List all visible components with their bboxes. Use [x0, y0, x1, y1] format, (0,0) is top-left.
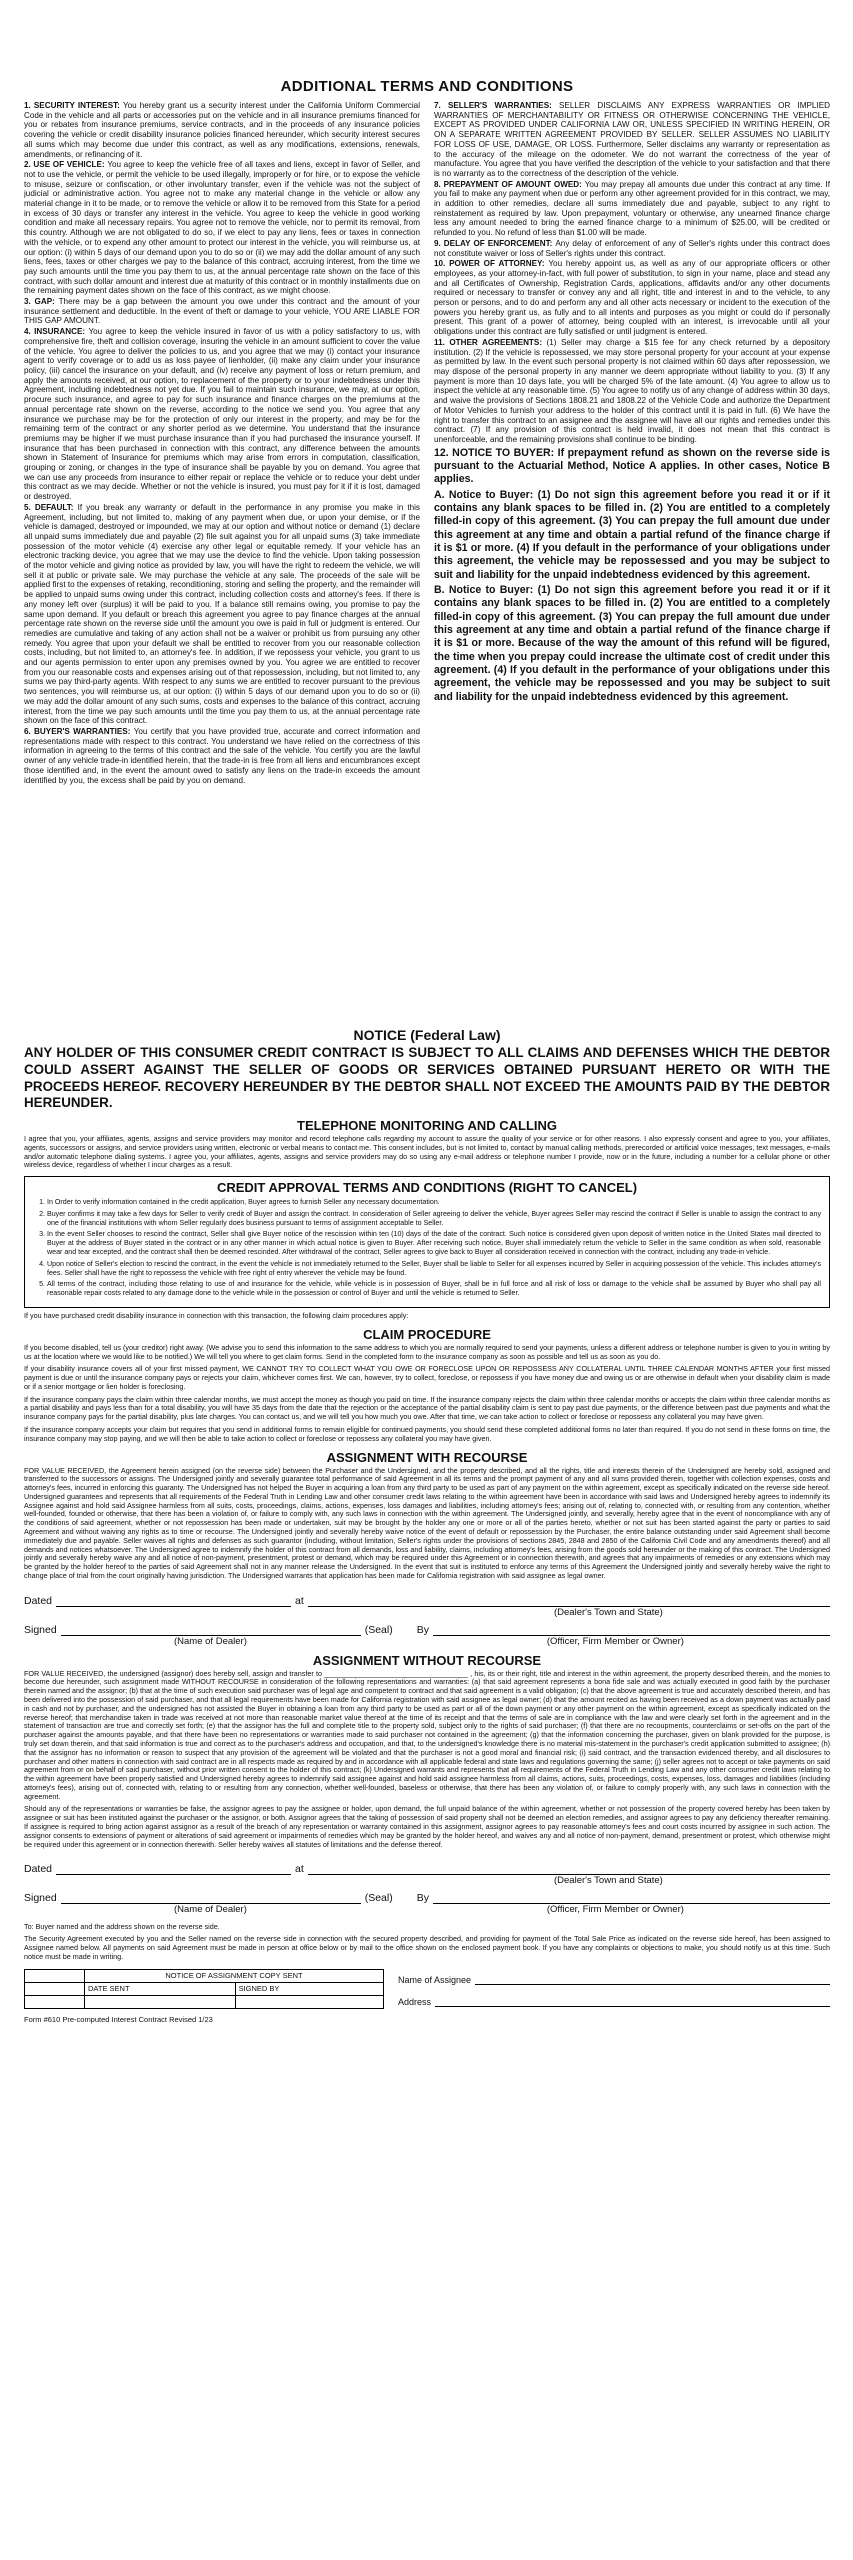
term-text: You agree to keep the vehicle free of all taxes and liens, except in favor of Seller, and not to use the vehicle, or permit the vehicle to be used illegally, improperly or for hire, or to expose the vehicle to misuse, seizure or confiscation, or other involuntary transfer, even if the vehicle was not the subject of judicial or administrative action. You agree not to make any material change in the vehicle or allow any material change in it to be made, or to remove the vehicle or allow it to be removed from this State for a period in excess of 30 days or transfer any interest in the vehicle. You agree to keep the vehicle in good working condition and make all necessary repairs. You agree not to remove the vehicle, nor to permit its removal, from this country. Although we are not obligated to do so, if we elect to pay any liens, fees or taxes in connection with the vehicle, or to expend any other amount to protect our interest in the vehicle, you will reimburse us, at our option: (i) within 5 days of our demand upon you to do so or (ii) we may add the dollar amount of any such liens, fees, taxes or other charges we pay to the balance of this contract, accruing interest, from the time we pay such amounts until the time you pay them to us, at the annual percentage rate shown on the face of this contract, with such dollar amount and interest due at maturity of this contract or in monthly installments due on the remaining payment dates shown on the face of this contract, as we might choose. — [24, 160, 420, 296]
claim-para: If you become disabled, tell us (your creditor) right away. (We advise you to send this information to the same address to which you are normally required to send your payments, unless a different address or telephone number is given to you in writing by us at the location where we would like to be notified.) We will tell you where to get claim forms. Send in the completed form to the insurance company as soon as possible and tell us as soon as you do. — [24, 1342, 830, 1361]
term-text: (1) Do not sign this agreement before you read it or if it contains any blank spaces to be filled in. (2) You are entitled to a completely filled-in copy of this agreement. (3) You can prepay the full amount due under this agreement at any time and obtain a partial refund of the finance charge if it is $1 or more. Because of the way the amount of this refund will be figured, the time when you prepay could increase the ultimate cost of credit under this agreement. (4) If you default in the performance of your obligations under this agreement, the vehicle may be repossessed and you may be subject to suit and liability for the unpaid indebtedness evidenced by this agreement. — [434, 584, 830, 703]
term-heading: 7. SELLER'S WARRANTIES: — [434, 101, 559, 110]
seal-label: (Seal) — [364, 1892, 393, 1905]
credit-approval-title: CREDIT APPROVAL TERMS AND CONDITIONS (RIGHT TO CANCEL) — [216, 1180, 638, 1196]
assignment-copy-area — [24, 1969, 830, 2009]
dealer-town-caption: (Dealer's Town and State) — [554, 1875, 663, 1887]
term-heading: 6. BUYER'S WARRANTIES: — [24, 727, 134, 736]
dealer-town-caption: (Dealer's Town and State) — [554, 1606, 663, 1618]
term-section — [24, 503, 420, 726]
term-text: You may prepay all amounts due under this contract at any time. If you fail to make any payment when due or perform any other agreement provided for in this contract, we may, in addition to other remedies, declare all sums immediately due and payable, subject to any right to reinstatement as required by law. Upon prepayment, voluntary or otherwise, any unearned finance charge less any amount needed to bring the earned finance charge to a minimum of $25.00, will be credited or refunded to you. No refund of less than $1.00 will be made. — [434, 179, 830, 238]
term-heading: 4. INSURANCE: — [24, 327, 89, 337]
term-section — [434, 259, 830, 337]
credit-approval-item: 2. Buyer confirms it may take a few days for Seller to verify credit of Buyer and assign the contract. In consideration of Seller agreeing to deliver the vehicle, Buyer agrees Seller may rescind the contract if Seller is unable to assign the contract to any one of the financial institutions with whom Seller regularly does business pursuant to terms of assignment acceptable to Seller. — [47, 1210, 821, 1228]
credit-approval-item: 4. Upon notice of Seller's election to rescind the contract, in the event the vehicle is not immediately returned to the Seller, Buyer shall be liable to Seller for all expenses incurred by Seller in acquiring possession of the vehicle. This includes attorney's fees. Seller shall have the right to repossess the vehicle with free right of entry wherever the vehicle may be found. — [47, 1260, 821, 1278]
claim-title: CLAIM PROCEDURE — [363, 1326, 491, 1342]
without-recourse-title: ASSIGNMENT WITHOUT RECOURSE — [312, 1652, 542, 1668]
credit-approval-list — [33, 1198, 821, 1298]
term-section — [434, 489, 830, 582]
claim-intro: If you have purchased credit disability insurance in connection with this transaction, the following claim procedures apply: — [24, 1310, 409, 1320]
dated-label: Dated — [24, 1594, 53, 1607]
term-heading: 9. DELAY OF ENFORCEMENT: — [434, 238, 556, 248]
name-dealer-caption: (Name of Dealer) — [174, 1904, 247, 1916]
signed-field[interactable] — [61, 1624, 361, 1636]
term-section — [24, 101, 420, 159]
terms-left-column — [24, 101, 420, 1021]
signed-field[interactable] — [61, 1892, 361, 1904]
page-title: ADDITIONAL TERMS AND CONDITIONS — [280, 78, 574, 95]
officer-caption: (Officer, Firm Member or Owner) — [546, 1904, 684, 1916]
term-section — [24, 297, 420, 326]
term-section — [24, 160, 420, 296]
to-buyer-line: To: Buyer named and the address shown on the reverse side. — [24, 1922, 220, 1932]
term-heading: A. Notice to Buyer: — [434, 488, 538, 501]
federal-notice-title: NOTICE (Federal Law) — [353, 1027, 501, 1043]
date-sent-header: DATE SENT — [85, 1983, 236, 1996]
telephone-title: TELEPHONE MONITORING AND CALLING — [297, 1118, 557, 1133]
signed-label: Signed — [24, 1892, 57, 1905]
claim-para: If the insurance company accepts your claim but requires that you send in additional forms to remain eligible for continued payments, you should send these completed additional forms no later than required. If you do not send in these forms on time, the insurance company may stop paying, and we will then be able to take action to collect or foreclose or repossess any collateral you may have given. — [24, 1424, 830, 1443]
terms-right-column — [434, 101, 830, 1021]
term-heading: 3. GAP: — [24, 297, 59, 307]
term-section — [434, 584, 830, 704]
telephone-text: I agree that you, your affiliates, agents, assigns and service providers may monitor and record telephone calls regarding my account to assure the quality of your service or for other reasons. I also expressly consent and agree to you, your affiliates, agents, successors or assigns, and service providers using written, electronic or verbal means to contact me. This consent includes, but is not limited to, contact by manual calling methods, prerecorded or artificial voice messages, text messages, e-mails and/or automatic telephone dialing systems. I agree you, your affiliates, agents, assigns and service providers may do so using any e-mail address or telephone number I provide, now or in the future, including a number for a cellular phone or other wireless device, regardless of whether I incur charges as a result. — [24, 1134, 830, 1170]
seal-label: (Seal) — [364, 1623, 393, 1636]
signed-by-cell[interactable] — [235, 1996, 383, 2009]
dated-field[interactable] — [56, 1863, 291, 1875]
term-section — [24, 727, 420, 785]
term-text: Any delay of enforcement of any of Seller's rights under this contract does not constitute waiver or loss of Seller's rights under this contract. — [434, 238, 830, 258]
name-dealer-caption: (Name of Dealer) — [174, 1635, 247, 1647]
assignee-address-label: Address — [398, 1997, 432, 2008]
by-field[interactable] — [433, 1892, 830, 1904]
credit-approval-item: 5. All terms of the contract, including those relating to use of and insurance for the vehicle, while vehicle is in possession of Buyer, shall be in full force and all risk of loss or damage to the vehicle shall be assumed by Buyer who shall pay all reasonable repair costs related to any damage done to the vehicle while in the possession or control of Buyer and until the vehicle is returned to Seller. — [47, 1280, 821, 1298]
town-field[interactable] — [308, 1595, 830, 1607]
without-recourse-text-2: Should any of the representations or warranties be false, the assignor agrees to pay the assignee or holder, upon demand, the full unpaid balance of the within agreement, whether or not possession of the property covered hereby has been taken by assignee or suit has been instituted against the purchaser or the assignor, or both. Assignor agrees that the taking of possession of said property shall not be deemed an election remedies, and assignor agrees to pay any deficiency thereafter remaining. If assignee is required to bring action against assignor as a result of the breach of any representation or warranty contained in this assignment, assignor agrees to pay reasonable attorney's fees and court costs incurred by assignee in such action. The assignor consents to extensions of payment or alterations of said agreement or impairments of remedies which may be granted by the holder hereof, and waives any and all notice of non-payment, demand, presentment or protest, which otherwise might be required under this agreement or in connection therewith. Seller hereby waives all statutes of limitations and the defense thereof. — [24, 1804, 830, 1849]
with-recourse-text: FOR VALUE RECEIVED, the Agreement herein assigned (on the reverse side) between the Purchaser and the Undersigned, and the property described, and all the rights, title and interests therein of the Undersigned are hereby sold, assigned and transferred to the successors or assigns. The Undersigned jointly and severally guarantee total performance of said Agreement in all its terms and the prompt payment of any and all sums provided therein, together with collection expenses, costs and attorney's fees, incurred in enforcing this guaranty. The Undersigned has not helped the Buyer in acquiring a loan from any third party to be used as part of any payment on the within agreement, except as specifically indicated on the reverse side hereof. Undersigned guarantees and represents that all requirements of the Federal Truth in Lending Law and other consumer credit laws relating to the within agreement have been in accordance with said laws and Undersigned hereby agrees to indemnify its Assignee against and hold said Assignee harmless from all suits, costs, proceedings, claims, actions, expenses, loss damages and liabilities, including attorney's fees; arising out of, relating to, connected with, or resulting from any contention, whether well-founded, founded or otherwise, that there has been a violation of, or failure to comply with, any such laws in connection with the within agreement. The Undersigned jointly, and severally, hereby agree that in the event of noncompliance with any of the conditions of said agreement, whether or not repossession has been made or undertaken, suit may be brought by the holder any one or more or all of the parties hereto, whether or not suit has been started against the party or parties to said Agreement and without waiving any rights as to time or recourse. The Undersigned jointly and severally hereby waive notice of the event of default or repossession by the Purchaser, the entire balance outstanding under said Agreement shall become immediately due and payable. Seller waives all rights and defenses as such guarantor (including, without limitation, Seller's rights under the provisions of sections 2845, 2848 and 2850 of the California Civil Code and any amendments thereof) and all demands and notices whatsoever. The Undersigned agree to indemnify the holder of this contract from all demands, loss and liability, claims, including attorney's fees, arising from the goods sold hereunder or the making of this contract. The Undersigned jointly and severally hereby waive any and all notice of non-payment, presentment, protest or demand, which may be required under this Agreement or in connection therewith, and agrees that any impairments of remedies or any extensions which may be granted by the holder hereof to the parties of said Agreement shall not in any manner release the Undersigned. In the event that suit is instituted to enforce any terms of this Agreement the Undersigned jointly and severally hereby waive the right to change place of trial from the court originally having jurisdiction. The Undersigned warrants that application has been made for California registration with said assignee as legal owner. — [24, 1465, 830, 1580]
term-heading: 8. PREPAYMENT OF AMOUNT OWED: — [434, 179, 585, 189]
date-sent-cell[interactable] — [85, 1996, 236, 2009]
term-heading: 12. NOTICE TO BUYER: — [434, 446, 558, 459]
term-section — [434, 239, 830, 258]
by-label: By — [416, 1623, 429, 1636]
federal-notice-text: ANY HOLDER OF THIS CONSUMER CREDIT CONTRACT IS SUBJECT TO ALL CLAIMS AND DEFENSES WHICH THE DEBTOR COULD ASSERT AGAINST THE SELLER OF GOODS OR SERVICES OBTAINED PURSUANT HERETO OR WITH THE PROCEEDS HEREOF. RECOVERY HEREUNDER BY THE DEBTOR SHALL NOT EXCEED THE AMOUNTS PAID BY THE DEBTOR HEREUNDER. — [24, 1045, 830, 1111]
term-section — [434, 338, 830, 445]
form-id: Form #610 Pre-computed Interest Contract Revised 1/23 — [24, 2015, 213, 2025]
term-heading: 5. DEFAULT: — [24, 502, 78, 512]
term-section — [24, 327, 420, 502]
by-label: By — [416, 1892, 429, 1905]
at-label: at — [295, 1863, 304, 1876]
term-text: If you break any warranty or default in the performance in any promise you make in this Agreement, including, but not limited to, making of any payment when due, or upon your demise, or if the vehicle is damaged, destroyed or impounded, we may at our option and without notice or demand (1) declare all unpaid sums immediately due and payable (2) file suit against you for all unpaid sums (3) take immediate possession of the motor vehicle (4) exercise any other legal or equitable remedy. If your vehicle has an electronic tracking device, you agree that we may use the device to find the vehicle. Upon taking possession of the motor vehicle and giving notice as provided by law, you will have the right to redeem the vehicle, we will sell it at public or private sale. We may purchase the vehicle at any sale. The proceeds of the sale will be applied first to the expenses of retaking, reconditioning, storing and selling the property, and the remainder will be applied to unpaid sums owing under this contract, including collection costs and attorney's fees. If there is any money left over (surplus) it will be paid to you. If a balance still remains owing, you promise to pay the same upon demand. If you default or breach this agreement you agree to pay finance charges at the annual percentage rate shown on the reverse side until the amount you owe is paid in full or judgment is entered. Our remedies are cumulative and taking of any action shall not be a waiver or prohibit us from pursuing any other remedy. You agree that upon your default we shall be entitled to recover from you our reasonable collection costs, including, but not limited to, an attorney's fee. In addition, if we repossess your vehicle, you grant to us and our agents permission to enter upon any premises owned by you. You agree we are entitled to recover from you our reasonable costs and expenses arising out of that repossession, including, but not limited to, any sums we pay third-party agents. With respect to any sums we are entitled to recover pursuant to the previous two sentences, you will reimburse us, at our option: (i) within 5 days of our demand upon you to do so or (ii) we may add the dollar amount of any such sums, costs and expenses to the balance of this contract, accruing interest, from the time we pay such amounts until the time you pay them to us, at the annual percentage rate shown on the face of this contract. — [24, 502, 420, 726]
signature-block-without-recourse — [24, 1863, 830, 1915]
term-heading: 2. USE OF VEHICLE: — [24, 160, 108, 170]
signed-label: Signed — [24, 1623, 57, 1636]
security-agreement-notice: The Security Agreement executed by you and the Seller named on the reverse side in connection with the secured property described, and providing for payment of the Total Sale Price as indicated on the reverse side hereof, has been assigned to Assignee named below. All payments on said Agreement must be made in person at office below or by mail to the office shown on the enclosed payment book. If you have any complaints or objections to make, you should notify us at this time. Such notice must be made in writing. — [24, 1934, 830, 1961]
term-heading: 1. SECURITY INTEREST: — [24, 101, 123, 110]
dated-label: Dated — [24, 1863, 53, 1876]
without-recourse-text: FOR VALUE RECEIVED, the undersigned (assignor) does hereby sell, assign and transfer to ____________________________________ , his, its or their right, title and interest in the within agreement, the property described therein, and the monies to become due hereunder, such assignment made WITHOUT RECOURSE in consideration of the following representations and warranties: (a) that said agreement represents a bona fide sale and was actually executed in good faith by the purchaser therein named and the assignor; (b) that at the time of such execution said purchaser was of legal age and competent to contract and that said agreement is a valid obligation; (c) that the above agreement is true and accurately described therein, and has been delivered into the possession of said purchaser, and that all legal requirements have been made for California registration with said assignee as legal owner; (d) that the amount recited as having been received as a down payment was actually paid in cash and not by purchaser, and the undersigned has not assisted the Buyer in obtaining a loan from any third party to be used as part or all of the down payment or any other payment on the within agreement, except as specifically indicated on the reverse hereof; that merchandise taken in trade was received at not more than reasonable market value thereof at the time of its receipt and that the terms of sale are in compliance with the law and were clearly set forth in the agreement and in the statement of transaction are true and correctly set forth; (e) that the assignor has the full and complete title to the property sold, subject only to the rights of said purchaser; (f) that there are no recoupments, counterclaims or set-offs on the part of the purchaser against the amounts payable, and that there have been no representations or warranties made to said purchaser not contained in the agreement; (g) that the information concerning the purchaser, given on blank provided for the purpose, is truly set down therein, and that said information is true and correct as to the purchaser's address and occupation, and that, to the undersigned's knowledge there is no material mis-statement in the purchaser's credit application submitted to assignee; (h) that the assignor has no information or reason to suspect that any provision of the agreement will be violated and that the purchaser is not a good moral and financial risk; (i) said contract, and the transaction evidenced thereby, and all disclosures to purchaser and other matters in connection with said contract are in all respects made as required by and in accordance with all applicable federal and state laws and regulations governing the same; (j) seller agrees not to accept or take payments on said agreement from or on behalf of said purchaser, without prior written consent to the holder of this contract; (k) Undersigned warrants and represents that all requirements of the Federal Truth in Lending Law and any other consumer credit laws relating to the within agreement have been properly satisfied and Undersigned hereby agrees to indemnify said assignee against and hold said assignee harmless from all claims, actions, suits, proceedings, costs, expenses, loss, damages and liabilities (including attorney's fees), arising out of, connected with, relating to or resulting from any connection, whether well-founded, baseless or otherwise, that there has been any violation of, or failure to comply properly with, any such laws in connection with the agreement. — [24, 1668, 830, 1801]
assignee-address-field[interactable] — [435, 1995, 830, 2007]
term-text: (1) Do not sign this agreement before you read it or if it contains any blank spaces to be filled in. (2) You are entitled to a completely filled-in copy of this agreement. (3) You can prepay the full amount due under this agreement at any time and obtain a partial refund of the finance charge if it is $1 or more. (4) If you default in the performance of your obligations under this agreement, the vehicle may be repossessed and you may be subject to suit and liability for the unpaid indebtedness evidenced by this agreement. — [434, 488, 830, 581]
assignee-name-label: Name of Assignee — [398, 1975, 472, 1986]
notice-copy-table — [24, 1969, 384, 2009]
term-text: You certify that you have provided true, accurate and correct information and representations made with respect to this contract. You understand we have relied on the correctness of this information in agreeing to the terms of this contract and the sale of the vehicle. You certify you are the lawful owner of any vehicle trade-in identified herein, that the trade-in is free from all liens and encumbrances except those identified and, in the event the amount owed to satisfy any liens on the trade-in exceeds the amount identified by you, the excess shall be paid by you on demand. — [24, 727, 420, 785]
term-text: You agree to keep the vehicle insured in favor of us with a policy satisfactory to us, with comprehensive fire, theft and collision coverage, insuring the vehicle in an amount sufficient to cover the value of the vehicle. You agree to deliver the policies to us, and you agree that we may (i) contact your insurance agent to verify coverage or to add us as loss payee of lienholder, (ii) make any claim under your insurance policy, (iii) cancel the insurance on your default, and (iv) receive any payment of loss or return premium, and apply the amounts received, at our option, to replacement of the property or to your indebtedness under this Agreement, including indebtedness not yet due. If you fail to maintain such insurance, we may, at our option, procure such insurance, and agree to pay for such insurance and finance charges on the premiums at the annual percentage rate shown on the reverse, according to the notice we send you. You agree that any insurance we purchase may be for the protection of only our interest in the property, and may be for the remaining term of the contract or any shorter period as we determine. You understand that the insurance premiums may be higher if we must purchase insurance than if you had purchased the insurance yourself. If insurance that has been purchased in connection with this contract, any difference between the amounts shown in Statement of Insurance for premiums which may arise from errors in computation, classification, grouping or zoning, or changes in the type of insurance shall be payable by you on demand. You agree that we can use any proceeds from insurance to either repair or replace the vehicle or to reduce your debt under this contract as we may decide. Whether or not the vehicle is insured, you must pay for it if it is lost, damaged or destroyed. — [24, 327, 420, 502]
town-field[interactable] — [308, 1863, 830, 1875]
term-heading: 10. POWER OF ATTORNEY: — [434, 259, 549, 269]
assignee-block — [398, 1969, 830, 2007]
credit-approval-item: 1. In Order to verify information contained in the credit application, Buyer agrees to furnish Seller any necessary documentation. — [47, 1198, 821, 1207]
dated-field[interactable] — [56, 1595, 291, 1607]
with-recourse-title: ASSIGNMENT WITH RECOURSE — [326, 1449, 528, 1465]
term-text: You hereby appoint us, as well as any of our appropriate officers or other employees, as your attorney-in-fact, with full power of substitution, to sign in your name, place and stead any and all Certificates of Ownership, Registration Cards, applications, affidavits and/or any other documents required or necessary to transfer or convey any and all right, title and interest in and to the vehicle, to any person or persons, and to do and perform any and all other acts necessary or incident to the execution of the powers you hereby grant us, as fully and to all intents and purposes as you might or could do if personally present. This grant of a power of attorney, being coupled with an interest, is irrevocable until all your obligations under this contract are fully satisfied or until judgment is entered. — [434, 259, 830, 337]
by-field[interactable] — [433, 1624, 830, 1636]
copy-table-title: NOTICE OF ASSIGNMENT COPY SENT — [85, 1970, 384, 1983]
at-label: at — [295, 1594, 304, 1607]
credit-approval-box — [24, 1176, 830, 1308]
assignee-name-field[interactable] — [475, 1973, 830, 1985]
term-text: If prepayment refund as shown on the reverse side is pursuant to the Actuarial Method, Notice A applies. In other cases, Notice B applies. — [434, 446, 830, 486]
term-section — [434, 180, 830, 238]
term-heading: B. Notice to Buyer: — [434, 584, 538, 597]
term-text: There may be a gap between the amount you owe under this contract and the amount of your insurance settlement and deductible. In the event of theft or damage to your vehicle, YOU ARE LIABLE FOR THIS GAP AMOUNT. — [24, 297, 420, 326]
credit-approval-item: 3. In the event Seller chooses to rescind the contract, Seller shall give Buyer notice of the rescission within ten (10) days of the date of the contract. Such notice is considered given upon deposit of written notice in the United States mail directed to Buyer at the address of Buyer stated in the contract or in any other manner in which actual notice is given to Buyer. After receiving such notice, Buyer shall immediately return the vehicle to Seller in the same condition as when sold, reasonable wear and tear excepted, and the contract shall then be deemed rescinded. After withdrawal of the contract, Seller agrees to give back to Buyer all consideration received in connection with the contract, including any trade-in vehicle. — [47, 1230, 821, 1256]
term-text: You hereby grant us a security interest under the California Uniform Commercial Code in the vehicle and all parts or accessories put on the vehicle and in all insurance premiums financed for you or rebates from insurance premiums, service contracts, and in the proceeds of any insurance policies covering the vehicle or credit disability insurance policies financed hereunder, which security interest secures all sums which may become due under this contract, as well as any modifications, extensions, renewals, amendments, or refinancing of it. — [24, 101, 420, 159]
term-heading: 11. OTHER AGREEMENTS: — [434, 337, 547, 347]
terms-columns — [24, 101, 830, 1021]
signature-block-recourse — [24, 1595, 830, 1647]
signed-by-header: SIGNED BY — [235, 1983, 383, 1996]
term-text: (1) Seller may charge a $15 fee for any check returned by a depository institution. (2) If the vehicle is repossessed, we may store personal property for your account at your expense as permitted by law. In the event such personal property is not claimed within 60 days after repossession, we may dispose of the personal property in any manner we deem appropriate without liability to you. (3) If any payment is more than 10 days late, you will be charged 5% of the late amount. (4) You agree to allow us to inspect the vehicle at any reasonable time. (5) You agree to notify us of any change of address within 30 days, and waive the provisions of Sections 1808.21 and 1808.22 of the Vehicle Code and authorize the Department of Motor Vehicles to furnish your address to the holder of this contract until it is paid in full. (6) We have the right to transfer this contract to an assignee and the assignee will have all our rights and remedies under this contract. (7) If any provision of this contract is held invalid, it does not mean that this contract is unenforceable, and the remaining provisions shall continue to be binding. — [434, 337, 830, 444]
term-section — [434, 101, 830, 179]
officer-caption: (Officer, Firm Member or Owner) — [546, 1635, 684, 1647]
term-text: SELLER DISCLAIMS ANY EXPRESS WARRANTIES OR IMPLIED WARRANTIES OF MERCHANTABILITY OR FITNESS OR OTHERWISE CONCERNING THE VEHICLE, EXCEPT AS PROVIDED UNDER CALIFORNIA LAW OR, UNLESS SPECIFIED IN WRITING HEREIN, OR ON A SEPARATE WRITTEN AGREEMENT PROVIDED BY SELLER. SELLER ASSUMES NO LIABILITY FOR LOSS OF USE, DAMAGE, OR LOSS. Furthermore, Seller disclaims any warranty or representation as to the accuracy of the mileage on the odometer. We do not warrant the correctness of the year of manufacture. You agree that you have verified the description of the vehicle to your satisfaction and that there is no warranty as to the correctness of the description of the vehicle. — [434, 101, 830, 178]
claim-para: If the insurance company pays the claim within three calendar months, we must accept the money as though you paid on time. If the insurance company rejects the claim within three calendar months or accepts the claim within three calendar months as a partial disability and pays less than for a total disability, you will have 35 days from the date that the rejection or the acceptance of the partial disability claim is sent to pay past due payments, or the difference between past due payments and what the insurance company pays for the partial disability, plus late charges. You can contact us, and we will tell you how much you owe. After that time, we can take action to collect or foreclose or repossess any collateral you may have given. — [24, 1394, 830, 1422]
claim-para: If your disability insurance covers all of your first missed payment, WE CANNOT TRY TO COLLECT WHAT YOU OWE OR FORECLOSE UPON OR REPOSSESS ANY COLLATERAL UNTIL THREE CALENDAR MONTHS AFTER your first missed payment is due or until the insurance company pays or rejects your claim, whichever comes first. We can, however, try to collect, foreclose, or repossess if you have money due and owing us or are otherwise in default when your disability claim is made or if a senior mortgage or lien holder is foreclosing. — [24, 1364, 830, 1391]
document-page — [24, 78, 830, 2024]
term-section — [434, 447, 830, 487]
